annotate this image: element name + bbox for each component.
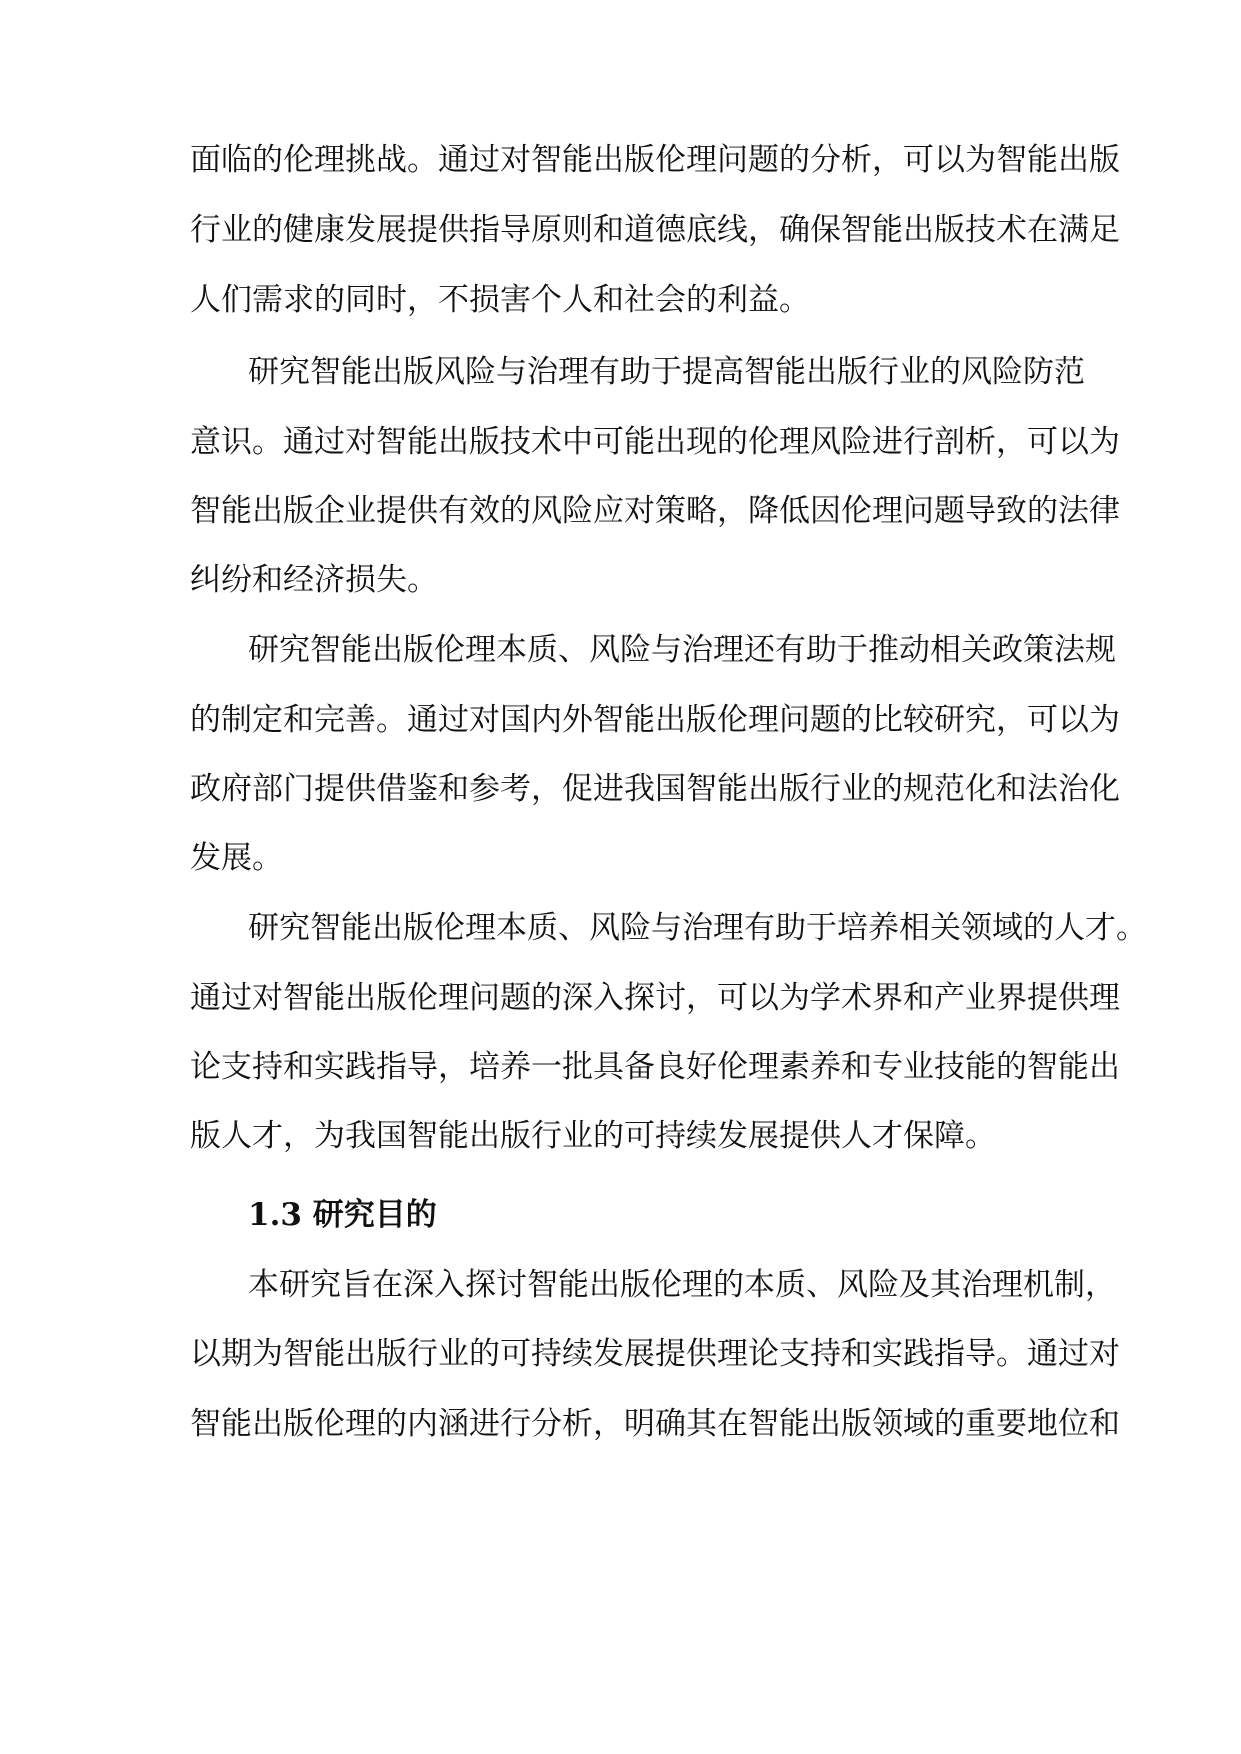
text-line: 发展。 xyxy=(190,840,283,876)
section-heading: 1.3 研究目的 xyxy=(248,1197,437,1233)
text-line: 的制定和完善。通过对国内外智能出版伦理问题的比较研究，可以为 xyxy=(190,702,1120,738)
text-line: 智能出版伦理的内涵进行分析，明确其在智能出版领域的重要地位和 xyxy=(190,1406,1120,1442)
text-line: 通过对智能出版伦理问题的深入探讨，可以为学术界和产业界提供理 xyxy=(190,980,1120,1016)
text-line: 论支持和实践指导，培养一批具备良好伦理素养和专业技能的智能出 xyxy=(190,1049,1120,1085)
text-line: 政府部门提供借鉴和参考，促进我国智能出版行业的规范化和法治化 xyxy=(190,771,1120,807)
paragraph-first-line: 研究智能出版风险与治理有助于提高智能出版行业的风险防范 xyxy=(248,354,1085,390)
text-line: 人们需求的同时，不损害个人和社会的利益。 xyxy=(190,282,810,318)
text-line: 行业的健康发展提供指导原则和道德底线，确保智能出版技术在满足 xyxy=(190,212,1120,248)
text-line: 版人才，为我国智能出版行业的可持续发展提供人才保障。 xyxy=(190,1118,996,1154)
text-line: 意识。通过对智能出版技术中可能出现的伦理风险进行剖析，可以为 xyxy=(190,424,1120,460)
text-line: 面临的伦理挑战。通过对智能出版伦理问题的分析，可以为智能出版 xyxy=(190,142,1120,178)
paragraph-first-line: 本研究旨在深入探讨智能出版伦理的本质、风险及其治理机制， xyxy=(248,1267,1116,1303)
paragraph-first-line: 研究智能出版伦理本质、风险与治理还有助于推动相关政策法规 xyxy=(248,632,1116,668)
text-line: 纠纷和经济损失。 xyxy=(190,562,438,598)
paragraph-first-line: 研究智能出版伦理本质、风险与治理有助于培养相关领域的人才。 xyxy=(248,910,1147,946)
text-line: 以期为智能出版行业的可持续发展提供理论支持和实践指导。通过对 xyxy=(190,1336,1120,1372)
text-line: 智能出版企业提供有效的风险应对策略，降低因伦理问题导致的法律 xyxy=(190,493,1120,529)
